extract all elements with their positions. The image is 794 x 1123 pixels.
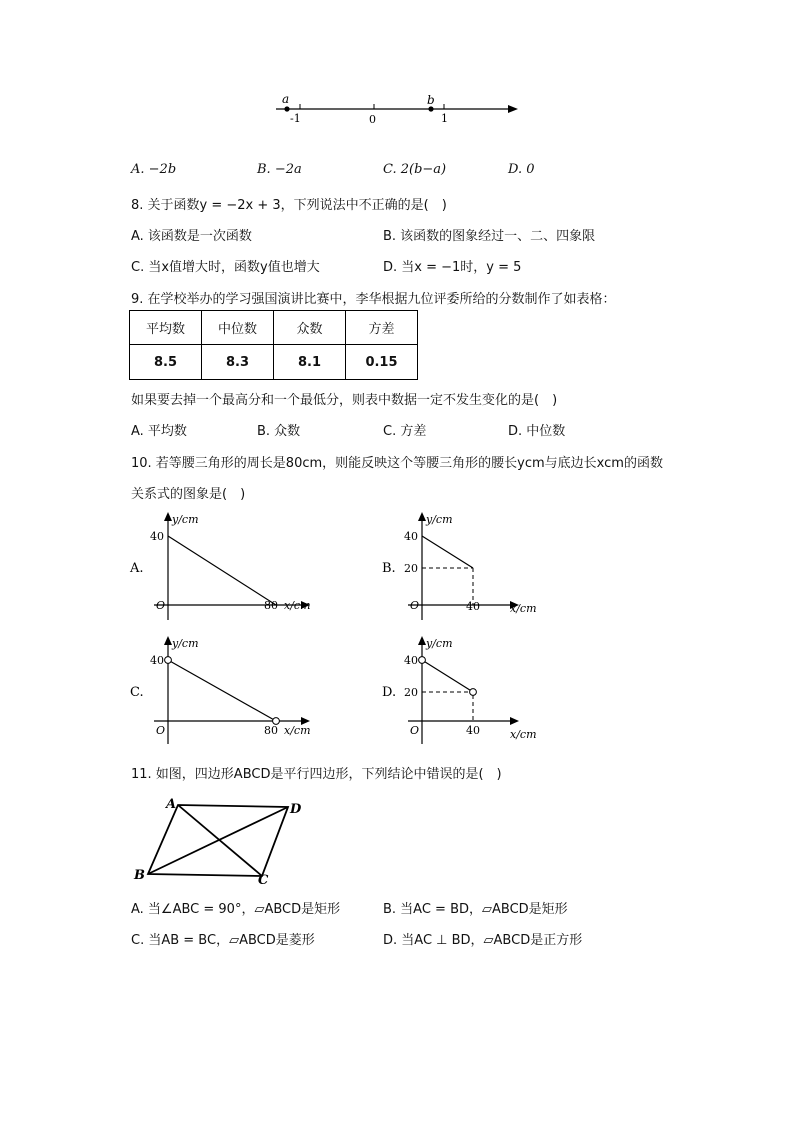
q10-graph-a — [128, 508, 328, 623]
label-b: b — [427, 93, 435, 107]
q9-stats-table — [129, 310, 418, 380]
graph-a-xtick: 80 — [264, 599, 278, 612]
q11-option-c: C. 当AB = BC，▱ABCD是菱形 — [131, 933, 315, 948]
y-axis-arrow-icon — [164, 512, 172, 521]
number-line-figure — [270, 90, 530, 130]
q8-option-a: A. 该函数是一次函数 — [131, 229, 252, 244]
graph-b-line — [422, 536, 473, 568]
q9-option-c: C. 方差 — [383, 424, 427, 439]
q10-stem-line2: 关系式的图象是( ) — [131, 487, 246, 502]
graph-c-letter: C. — [130, 685, 144, 700]
vertex-c: C — [258, 873, 269, 888]
q8-stem: 8. 关于函数y = −2x + 3，下列说法中不正确的是( ) — [131, 198, 447, 213]
graph-d-origin: O — [410, 724, 420, 737]
vertex-b: B — [134, 868, 145, 883]
q9-option-b: B. 众数 — [257, 424, 301, 439]
q9-option-d: D. 中位数 — [508, 424, 566, 439]
tick-label-1: 1 — [441, 112, 448, 125]
q10-stem-line1: 10. 若等腰三角形的周长是80cm，则能反映这个等腰三角形的腰长ycm与底边长xcm的函数 — [131, 456, 663, 471]
q8-option-b: B. 该函数的图象经过一、二、四象限 — [383, 229, 596, 244]
graph-d-ytick-40: 40 — [404, 654, 418, 667]
y-axis-arrow-icon — [164, 636, 172, 645]
label-a: a — [282, 92, 290, 106]
q11-option-d: D. 当AC ⊥ BD，▱ABCD是正方形 — [383, 933, 583, 948]
q11-parallelogram-figure — [130, 795, 320, 890]
graph-c-line — [168, 660, 276, 721]
graph-a-ytick: 40 — [150, 530, 164, 543]
graph-c-ylabel: y/cm — [172, 637, 199, 650]
q11-option-b: B. 当AC = BD，▱ABCD是矩形 — [383, 902, 568, 917]
x-axis-arrow-icon — [510, 717, 519, 725]
graph-a-xlabel: x/cm — [284, 599, 311, 612]
q8-option-d: D. 当x = −1时，y = 5 — [383, 260, 522, 275]
graph-d-xtick: 40 — [466, 724, 480, 737]
graph-c-xlabel: x/cm — [284, 724, 311, 737]
y-axis-arrow-icon — [418, 636, 426, 645]
q7-option-a: A. −2b — [131, 162, 177, 177]
table-header-cell: 中位数 — [202, 311, 274, 345]
table-cell: 0.15 — [346, 345, 418, 380]
table-cell: 8.1 — [274, 345, 346, 380]
q11-stem: 11. 如图，四边形ABCD是平行四边形，下列结论中错误的是( ) — [131, 767, 502, 782]
tick-label-0: 0 — [369, 113, 376, 126]
graph-b-origin: O — [410, 599, 420, 612]
graph-d-open-point-end — [470, 689, 477, 696]
vertex-a: A — [166, 797, 177, 812]
graph-a-ylabel: y/cm — [172, 513, 199, 526]
graph-d-xlabel: x/cm — [510, 728, 537, 741]
tick-label-neg1: -1 — [290, 112, 301, 125]
table-header-row — [130, 311, 418, 345]
graph-d-ytick-20: 20 — [404, 686, 418, 699]
graph-b-xlabel: x/cm — [510, 602, 537, 615]
graph-c-origin: O — [156, 724, 166, 737]
graph-b-letter: B. — [382, 561, 396, 576]
graph-c-open-point-top — [165, 657, 172, 664]
graph-b-ylabel: y/cm — [426, 513, 453, 526]
graph-b-xtick: 40 — [466, 600, 480, 613]
table-header-cell: 众数 — [274, 311, 346, 345]
q7-option-d: D. 0 — [508, 162, 535, 177]
q11-option-a: A. 当∠ABC = 90°，▱ABCD是矩形 — [131, 902, 341, 917]
graph-c-ytick: 40 — [150, 654, 164, 667]
table-cell: 8.5 — [130, 345, 202, 380]
q10-graph-b — [380, 508, 550, 623]
q9-stem: 9. 在学校举办的学习强国演讲比赛中，李华根据九位评委所给的分数制作了如表格： — [131, 292, 616, 307]
number-line-arrow-icon — [508, 105, 518, 113]
q8-option-c: C. 当x值增大时，函数y值也增大 — [131, 260, 320, 275]
q10-graph-c — [128, 632, 328, 747]
graph-d-ylabel: y/cm — [426, 637, 453, 650]
table-header-cell: 方差 — [346, 311, 418, 345]
q7-option-c: C. 2(b−a) — [383, 162, 447, 177]
graph-a-letter: A. — [130, 561, 144, 576]
y-axis-arrow-icon — [418, 512, 426, 521]
graph-d-line — [422, 660, 473, 692]
graph-a-line — [168, 536, 276, 605]
graph-d-letter: D. — [382, 685, 397, 700]
q9-option-a: A. 平均数 — [131, 424, 187, 439]
point-b — [428, 106, 433, 111]
graph-a-origin: O — [156, 599, 166, 612]
q9-followup: 如果要去掉一个最高分和一个最低分，则表中数据一定不发生变化的是( ) — [131, 393, 558, 408]
table-cell: 8.3 — [202, 345, 274, 380]
vertex-d: D — [290, 802, 302, 817]
point-a — [284, 106, 289, 111]
table-row — [130, 345, 418, 380]
table-header-cell: 平均数 — [130, 311, 202, 345]
graph-b-ytick-20: 20 — [404, 562, 418, 575]
q7-option-b: B. −2a — [257, 162, 302, 177]
graph-b-ytick-40: 40 — [404, 530, 418, 543]
q10-graph-d — [380, 632, 550, 747]
graph-d-open-point-top — [419, 657, 426, 664]
graph-c-xtick: 80 — [264, 724, 278, 737]
